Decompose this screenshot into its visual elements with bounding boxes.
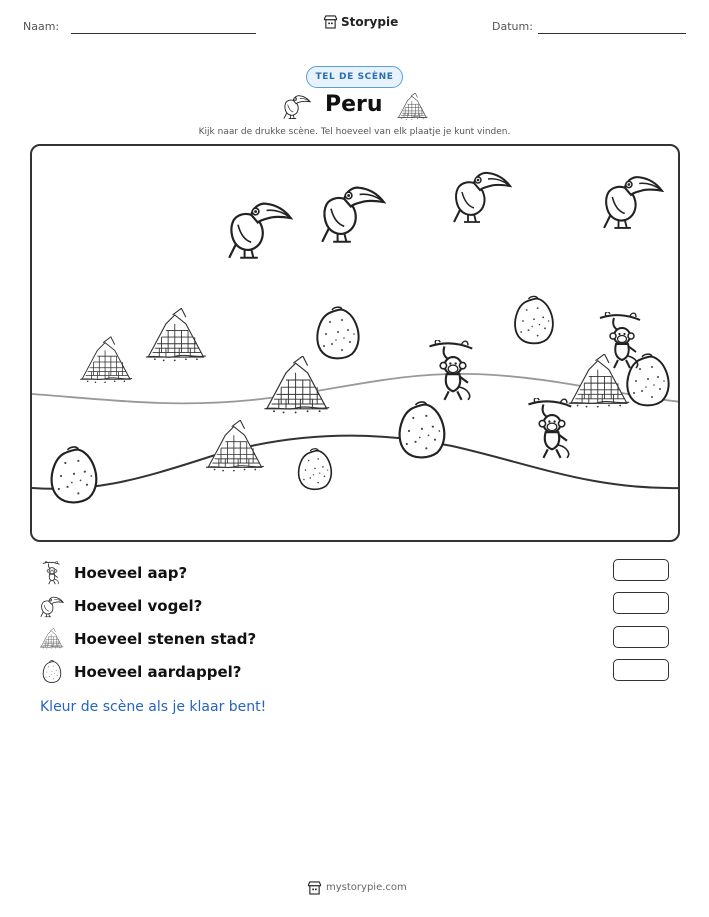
toucan-3 <box>452 166 512 224</box>
potato-1 <box>314 302 362 366</box>
brand-logo <box>324 14 398 29</box>
date-label: Datum: <box>492 20 533 33</box>
potato-2 <box>512 294 556 348</box>
stone-city-4 <box>206 420 266 474</box>
page-title: Peru <box>325 92 383 117</box>
question-row-potato <box>40 659 242 685</box>
instructions: Kijk naar de drukke scène. Tel hoeveel van elk plaatje je kunt vinden. <box>198 127 511 137</box>
stone-city-2 <box>146 308 208 364</box>
toucan-icon <box>40 594 64 618</box>
monkey-icon <box>40 561 64 585</box>
question-label: Hoeveel aap? <box>74 564 188 582</box>
monkey-1 <box>428 340 478 402</box>
brand-name: Storypie <box>341 14 399 29</box>
potato-5 <box>296 444 334 496</box>
toucan-1 <box>227 196 293 260</box>
activity-badge: TEL DE SCÈNE <box>306 66 403 88</box>
toucan-icon <box>283 92 311 120</box>
answer-box-stone-city[interactable] <box>613 626 669 648</box>
toucan-4 <box>602 170 664 230</box>
toucan-2 <box>320 180 386 244</box>
answer-box-bird[interactable] <box>613 592 669 614</box>
potato-4 <box>396 400 448 462</box>
question-row-bird <box>40 593 202 619</box>
answer-box-potato[interactable] <box>613 659 669 681</box>
potato-icon <box>40 660 64 684</box>
stone-city-icon <box>40 627 64 651</box>
counting-scene <box>30 144 680 542</box>
footer <box>308 880 407 895</box>
stone-city-1 <box>80 336 134 386</box>
question-row-stone-city <box>40 626 256 652</box>
date-input-line[interactable] <box>538 33 686 34</box>
question-label: Hoeveel aardappel? <box>74 663 242 681</box>
coloring-instruction: Kleur de scène als je klaar bent! <box>40 699 267 715</box>
monkey-3 <box>526 398 578 460</box>
potato-6 <box>48 444 100 508</box>
monkey-2 <box>598 312 646 370</box>
question-row-monkey <box>40 560 187 586</box>
footer-url[interactable]: mystorypie.com <box>326 882 407 893</box>
question-label: Hoeveel stenen stad? <box>74 630 257 648</box>
storypie-logo-icon <box>308 880 321 895</box>
answer-box-monkey[interactable] <box>613 559 669 581</box>
name-input-line[interactable] <box>71 33 256 34</box>
storypie-logo-icon <box>324 14 337 29</box>
stone-city-icon <box>397 93 429 121</box>
question-label: Hoeveel vogel? <box>74 597 203 615</box>
name-label: Naam: <box>23 20 60 33</box>
